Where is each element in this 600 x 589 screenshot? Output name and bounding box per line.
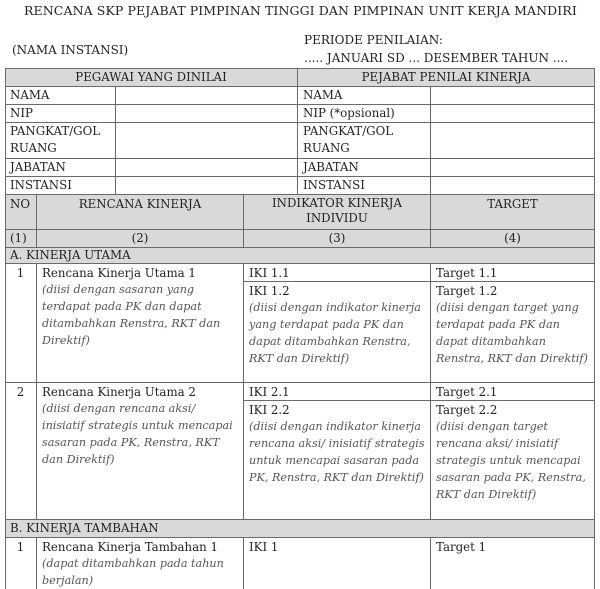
section-a-heading: A. KINERJA UTAMA	[10, 248, 131, 262]
row-a2-target-note: (diisi dengan target rencana aksi/ inisiatif strategis untuk mencapai sasaran pada PK, Renstra, RKT dan Direktif)	[436, 420, 586, 501]
pegawai-field-pangkat: PANGKAT/GOL RUANG	[10, 124, 101, 155]
col-number-4: (4)	[504, 231, 521, 245]
col-number-1: (1)	[10, 231, 27, 245]
penilai-field-pangkat: PANGKAT/GOL RUANG	[303, 124, 394, 155]
col-header-no: NO	[10, 197, 30, 211]
pegawai-heading: PEGAWAI YANG DINILAI	[75, 70, 227, 84]
col-header-rencana: RENCANA KINERJA	[78, 197, 202, 211]
periode-value: ..... JANUARI SD ... DESEMBER TAHUN ....	[304, 51, 569, 65]
col-header-iki: INDIKATOR KINERJA INDIVIDU	[271, 196, 403, 225]
penilai-heading: PEJABAT PENILAI KINERJA	[361, 70, 531, 84]
penilai-field-nip: NIP (*opsional)	[303, 106, 395, 120]
penilai-field-instansi: INSTANSI	[303, 178, 365, 192]
row-a2-rencana: Rencana Kinerja Utama 2	[42, 385, 196, 399]
row-b1-rencana-note: (dapat ditambahkan pada tahun berjalan)	[42, 557, 224, 587]
row-b1-target: Target 1	[436, 540, 487, 554]
row-a1-target-1: Target 1.1	[436, 266, 498, 280]
row-b1-no: 1	[16, 540, 25, 554]
row-a1-iki-1: IKI 1.1	[249, 266, 290, 280]
col-header-target: TARGET	[487, 197, 538, 211]
periode-label: PERIODE PENILAIAN:	[304, 33, 443, 47]
row-a1-rencana-note: (diisi dengan sasaran yang terdapat pada PK dan dapat ditambahkan Renstra, RKT dan Direktif)	[42, 283, 221, 347]
col-number-2: (2)	[131, 231, 149, 245]
row-b1-iki: IKI 1	[249, 540, 279, 554]
row-b1-rencana: Rencana Kinerja Tambahan 1	[42, 540, 218, 554]
row-a1-rencana: Rencana Kinerja Utama 1	[42, 266, 196, 280]
row-a1-iki-note: (diisi dengan indikator kinerja yang terdapat pada PK dan dapat ditambahkan Renstra, RKT dan Direktif)	[249, 301, 421, 365]
pegawai-field-nip: NIP	[10, 106, 33, 120]
row-a1-target-note: (diisi dengan target yang terdapat pada PK dan dapat ditambahkan Renstra, RKT dan Direktif)	[436, 301, 588, 365]
col-number-3: (3)	[328, 231, 346, 245]
row-a2-iki-note: (diisi dengan indikator kinerja rencana aksi/ inisiatif strategis untuk mencapai sasaran pada PK, Renstra, RKT dan Direktif)	[249, 420, 425, 484]
row-a1-no: 1	[16, 266, 25, 280]
row-a2-target-1: Target 2.1	[436, 385, 498, 399]
row-a1-iki-2: IKI 1.2	[249, 284, 290, 298]
penilai-field-jabatan: JABATAN	[303, 160, 359, 174]
penilai-field-nama: NAMA	[303, 88, 343, 102]
pegawai-field-instansi: INSTANSI	[10, 178, 72, 192]
row-a2-no: 2	[16, 385, 25, 399]
row-a2-iki-1: IKI 2.1	[249, 385, 290, 399]
row-a2-iki-2: IKI 2.2	[249, 403, 290, 417]
document-title: RENCANA SKP PEJABAT PIMPINAN TINGGI DAN PIMPINAN UNIT KERJA MANDIRI	[24, 3, 577, 18]
row-a2-target-2: Target 2.2	[436, 403, 498, 417]
section-b-heading: B. KINERJA TAMBAHAN	[10, 521, 159, 535]
instansi-label: (NAMA INSTANSI)	[12, 43, 129, 57]
row-a1-target-2: Target 1.2	[436, 284, 498, 298]
pegawai-field-nama: NAMA	[10, 88, 50, 102]
row-a2-rencana-note: (diisi dengan rencana aksi/ inisiatif strategis untuk mencapai sasaran pada PK, Renstra, RKT dan Direktif)	[42, 402, 233, 466]
pegawai-field-jabatan: JABATAN	[10, 160, 66, 174]
